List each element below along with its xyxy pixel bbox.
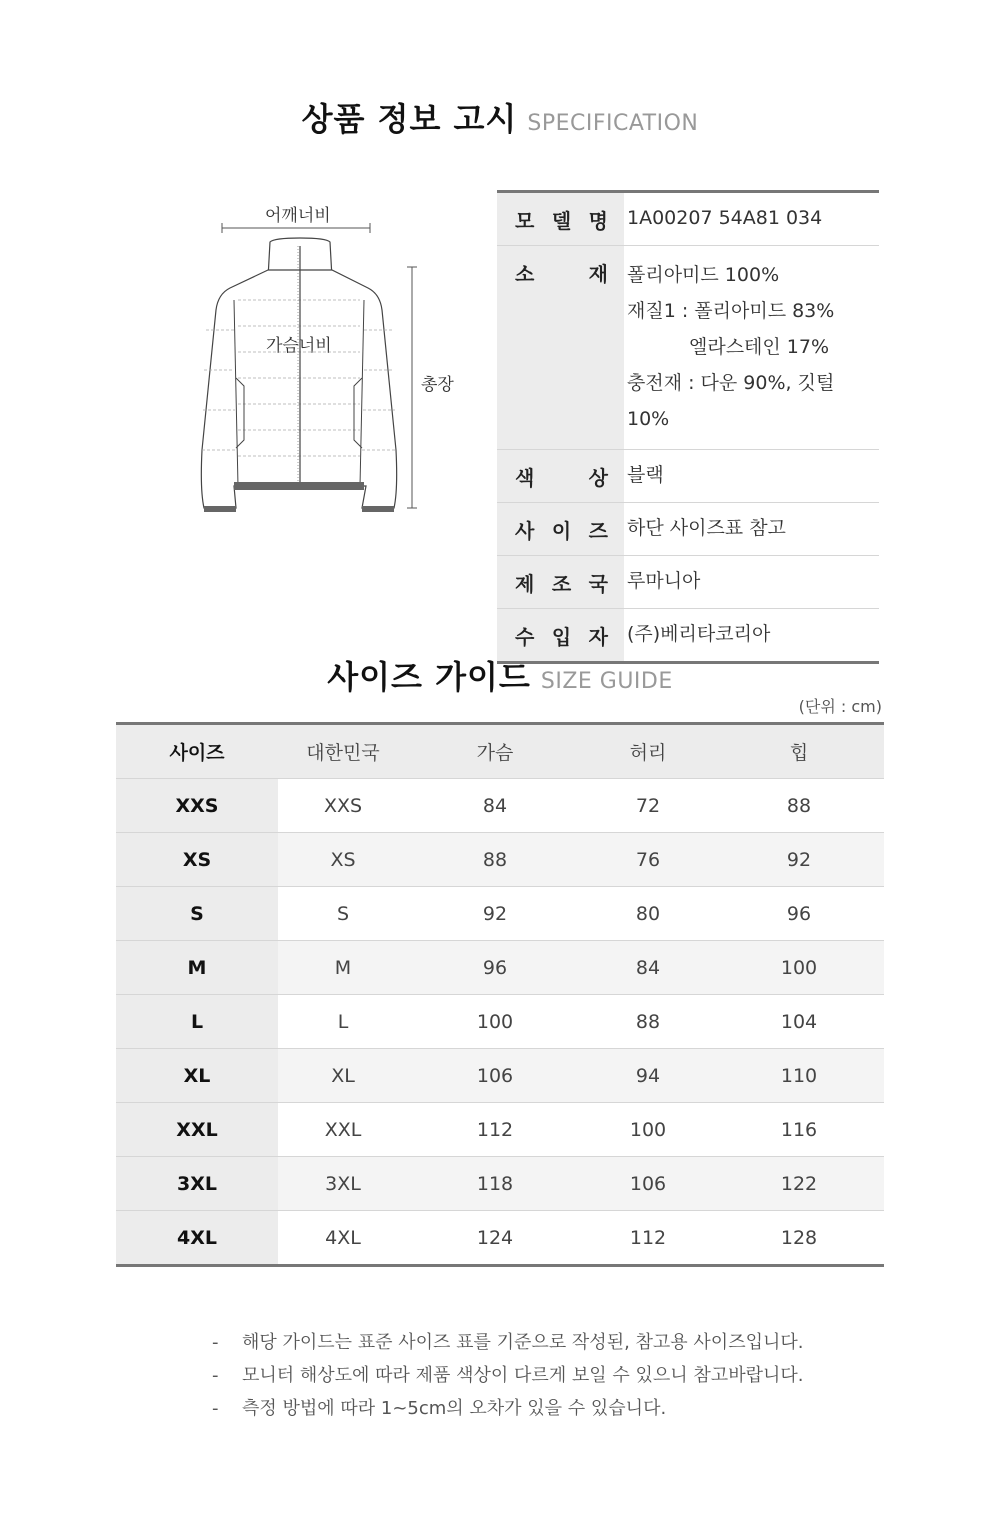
size-guide-title-ko: 사이즈 가이드 [327,658,531,696]
size-guide-title [0,652,1000,698]
table-row [116,833,884,887]
size-table-body [116,779,884,1266]
value-cell: 92 [714,833,884,887]
value-cell: 76 [582,833,714,887]
unit-note: (단위 : cm) [798,697,882,716]
spec-label: 모 델 명 [497,192,624,246]
size-table [116,722,884,1267]
spec-value: 폴리아미드 100% 재질1 : 폴리아미드 83% 엘라스테인 17% 충전재 : 다운 90%, 깃털 10% [627,264,835,430]
value-cell: 112 [582,1211,714,1266]
value-cell: XS [278,833,408,887]
size-cell: 3XL [116,1157,278,1211]
notes-list [212,1326,803,1425]
spec-row-material [497,246,879,450]
value-cell: 106 [582,1157,714,1211]
value-cell: 96 [714,887,884,941]
column-header: 힙 [789,742,809,764]
spec-label: 사 이 즈 [497,503,624,556]
spec-row-origin [497,556,879,609]
column-header: 대한민국 [306,742,380,764]
value-cell: XL [278,1049,408,1103]
size-cell: 4XL [116,1211,278,1266]
spec-label: 수 입 자 [497,609,624,663]
value-cell: 100 [714,941,884,995]
size-cell: M [116,941,278,995]
shoulder-width-label: 어깨너비 [265,206,331,226]
jacket-icon [190,190,470,530]
size-cell: XL [116,1049,278,1103]
value-cell: 80 [582,887,714,941]
value-cell: 4XL [278,1211,408,1266]
spec-value: 블랙 [627,464,664,486]
spec-table [497,190,879,664]
note-item: - 측정 방법에 따라 1~5cm의 오차가 있을 수 있습니다. [212,1398,667,1419]
table-row [116,1049,884,1103]
spec-value: 루마니아 [627,570,701,592]
chest-width-label: 가슴너비 [266,336,332,356]
spec-title-en: SPECIFICATION [527,111,699,136]
size-cell: XS [116,833,278,887]
value-cell: 128 [714,1211,884,1266]
spec-title-ko: 상품 정보 고시 [301,100,518,138]
table-row [116,887,884,941]
value-cell: 100 [582,1103,714,1157]
size-cell: S [116,887,278,941]
value-cell: 118 [408,1157,582,1211]
value-cell: 106 [408,1049,582,1103]
value-cell: 3XL [278,1157,408,1211]
value-cell: 84 [582,941,714,995]
size-table-header [116,724,884,779]
value-cell: 88 [408,833,582,887]
value-cell: 96 [408,941,582,995]
value-cell: 116 [714,1103,884,1157]
spec-value: 1A00207 54A81 034 [627,207,823,229]
column-header: 사이즈 [169,742,225,764]
value-cell: M [278,941,408,995]
table-row [116,1157,884,1211]
value-cell: 124 [408,1211,582,1266]
spec-title [0,94,1000,140]
value-cell: 112 [408,1103,582,1157]
value-cell: 88 [714,779,884,833]
spec-label: 색 상 [497,450,624,503]
table-row [116,1103,884,1157]
table-row [116,941,884,995]
jacket-illustration [190,190,470,530]
spec-row-size [497,503,879,556]
value-cell: 104 [714,995,884,1049]
size-guide-title-en: SIZE GUIDE [540,669,673,694]
value-cell: 100 [408,995,582,1049]
size-cell: L [116,995,278,1049]
value-cell: 88 [582,995,714,1049]
spec-value: 하단 사이즈표 참고 [627,517,786,539]
value-cell: 110 [714,1049,884,1103]
size-cell: XXS [116,779,278,833]
spec-label: 제 조 국 [497,556,624,609]
total-length-label: 총장 [421,375,454,395]
column-header: 허리 [629,742,667,764]
value-cell: 92 [408,887,582,941]
spec-label: 소 재 [497,246,624,450]
spec-row-model [497,192,879,246]
note-item: - 해당 가이드는 표준 사이즈 표를 기준으로 작성된, 참고용 사이즈입니다. [212,1332,804,1353]
table-row [116,995,884,1049]
column-header: 가슴 [476,742,514,764]
value-cell: 122 [714,1157,884,1211]
value-cell: XXL [278,1103,408,1157]
table-row [116,779,884,833]
value-cell: XXS [278,779,408,833]
value-cell: L [278,995,408,1049]
value-cell: 72 [582,779,714,833]
value-cell: S [278,887,408,941]
note-item: - 모니터 해상도에 따라 제품 색상이 다르게 보일 수 있으니 참고바랍니다. [212,1365,804,1386]
spec-value: (주)베리타코리아 [627,623,771,645]
size-cell: XXL [116,1103,278,1157]
spec-row-color [497,450,879,503]
value-cell: 84 [408,779,582,833]
value-cell: 94 [582,1049,714,1103]
table-row [116,1211,884,1266]
